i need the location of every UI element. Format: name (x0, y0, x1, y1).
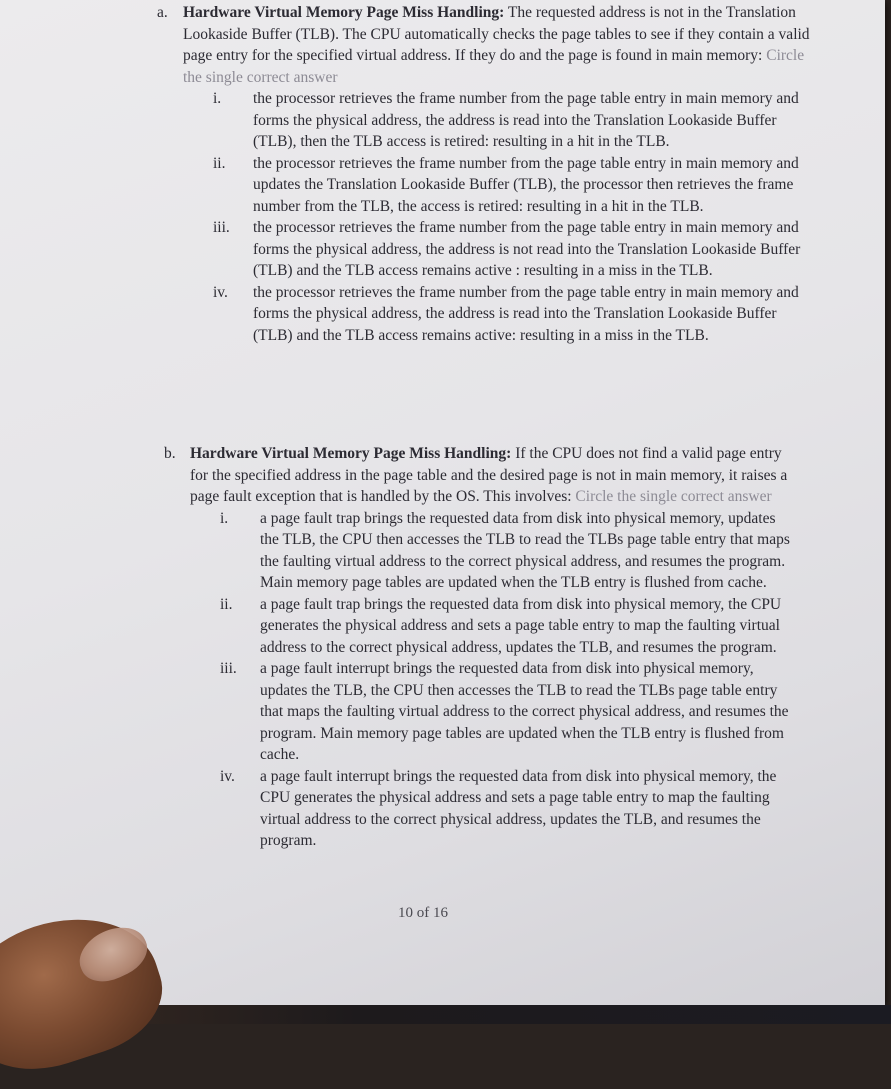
option-numeral: iv. (213, 283, 228, 301)
option-numeral: ii. (213, 154, 226, 172)
option-text: a page fault interrupt brings the requested data from disk into physical memory, the CPU generates the physical address and sets a page table entry to map the faulting virtual address to the correct physical address, updates the TLB, and resumes the program. (260, 767, 777, 849)
question-b-prompt: If the CPU does not find a valid page entry for the specified address in the page table and the desired page is not in main memory, it raises a page fault exception that is handled by the OS. This involves: (190, 445, 788, 505)
question-b-instruction: Circle the single correct answer (575, 488, 772, 505)
option-a-ii[interactable] (183, 153, 817, 218)
question-b-label: b. (164, 445, 176, 462)
question-a-instruction: Circle the single correct answer (183, 47, 805, 86)
option-text: the processor retrieves the frame number from the page table entry in main memory and forms the physical address, the address is not read into the Translation Lookaside Buffer (TLB) and the TLB access remains active : resulting in a miss in the TLB. (253, 219, 801, 279)
option-b-ii[interactable] (190, 594, 794, 659)
question-b-body (190, 443, 794, 852)
option-text: the processor retrieves the frame number from the page table entry in main memory and updates the Translation Lookaside Buffer (TLB), the processor then retrieves the frame number from the TLB, the access is retired: resulting in a hit in the TLB. (253, 154, 799, 215)
option-b-i[interactable] (190, 508, 794, 594)
page-number: 10 of 16 (398, 905, 448, 921)
question-b-title: Hardware Virtual Memory Page Miss Handling: (190, 445, 512, 462)
option-b-iv[interactable] (190, 766, 794, 852)
option-text: the processor retrieves the frame number from the page table entry in main memory and forms the physical address, the address is read into the Translation Lookaside Buffer (TLB), then the TLB access is retired: resulting in a hit in the TLB. (253, 90, 799, 150)
option-numeral: iii. (213, 219, 230, 236)
option-numeral: i. (220, 509, 229, 527)
option-a-iv[interactable] (183, 282, 817, 347)
option-numeral: iii. (220, 660, 237, 677)
question-b (164, 443, 794, 852)
option-text: the processor retrieves the frame number from the page table entry in main memory and forms the physical address, the address is read into the Translation Lookaside Buffer (TLB) and the TLB access remains active: resulting in a miss in the TLB. (253, 283, 799, 344)
option-numeral: iv. (220, 767, 235, 785)
question-b-options (190, 508, 794, 852)
question-a-title: Hardware Virtual Memory Page Miss Handling: (183, 4, 505, 21)
option-a-i[interactable] (183, 88, 817, 153)
option-text: a page fault trap brings the requested data from disk into physical memory, updates the TLB, the CPU then accesses the TLB to read the TLBs page table entry that maps the faulting virtual address to the correct physical address, and resumes the program. Main memory page tables are updated when the TLB entry is flushed from cache. (260, 509, 790, 591)
option-numeral: ii. (220, 595, 233, 613)
question-a-options (183, 88, 817, 346)
question-a-prompt: The requested address is not in the Translation Lookaside Buffer (TLB). The CPU automatically checks the page tables to see if they contain a valid page entry for the specified virtual address. If they do and the page is found in main memory: (183, 4, 810, 64)
option-b-iii[interactable] (190, 658, 794, 766)
option-numeral: i. (213, 90, 222, 107)
question-a (157, 2, 817, 346)
option-a-iii[interactable] (183, 217, 817, 282)
question-a-label: a. (157, 4, 168, 21)
option-text: a page fault trap brings the requested data from disk into physical memory, the CPU generates the physical address and sets a page table entry to map the faulting virtual address to the correct physical address, updates the TLB, and resumes the program. (260, 595, 782, 656)
question-a-body (183, 2, 817, 346)
option-text: a page fault interrupt brings the requested data from disk into physical memory, updates the TLB, the CPU then accesses the TLB to read the TLBs page table entry that maps the faulting virtual address to the correct physical address, and resumes the program. Main memory page tables are updated when the TLB entry is flushed from cache. (260, 660, 789, 763)
